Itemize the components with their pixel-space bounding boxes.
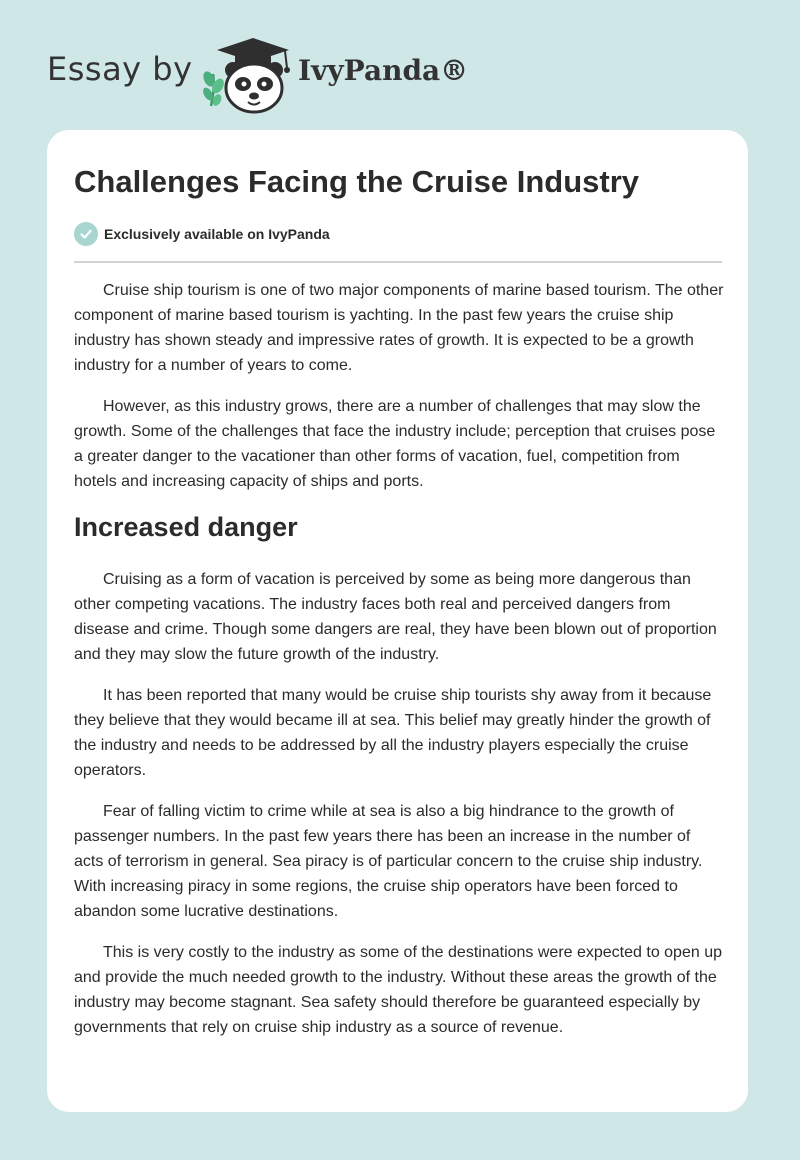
- divider: [74, 261, 722, 263]
- brand-name[interactable]: IvyPanda®: [298, 54, 469, 87]
- leaf-icon: [203, 70, 226, 107]
- badge-label: Exclusively available on IvyPanda: [104, 226, 330, 242]
- exclusive-badge: [74, 222, 330, 246]
- panda-graduate-icon: [203, 34, 295, 114]
- page-title: Challenges Facing the Cruise Industry: [74, 164, 640, 199]
- paragraph: Cruise ship tourism is one of two major components of marine based tourism. The other component of marine based tourism is yachting. In the past few years the cruise ship industry has shown steady and impressive rates of growth. It is expected to be a growth industry for a number of years to come.: [74, 282, 724, 374]
- site-header: [47, 28, 747, 118]
- paragraph: It has been reported that many would be cruise ship tourists shy away from it because they believe that they would became ill at sea. This belief may greatly hinder the growth of the industry and needs to be addressed by all the industry players especially the cruise operators.: [74, 687, 712, 779]
- paragraph: This is very costly to the industry as some of the destinations were expected to open up and provide the much needed growth to the industry. Without these areas the growth of the industry may become stagnant. Sea safety should therefore be guaranteed especially by governments that rely on cruise ship industry as a source of revenue.: [74, 944, 722, 1036]
- essay-by-label: Essay by: [47, 50, 193, 88]
- paragraph: Fear of falling victim to crime while at sea is also a big hindrance to the growth of passenger numbers. In the past few years there has been an increase in the number of acts of terrorism in general. Sea piracy is of particular concern to the cruise ship industry. With increasing piracy in some regions, the cruise ship operators have been forced to abandon some lucrative destinations.: [74, 803, 703, 920]
- paragraph: However, as this industry grows, there are a number of challenges that may slow the growth. Some of the challenges that face the industry include; perception that cruises pose a greater danger to the vacationer than other forms of vacation, fuel, competition from hotels and increasing capacity of ships and ports.: [74, 398, 716, 490]
- section-heading: Increased danger: [74, 512, 298, 542]
- ivypanda-logo[interactable]: [203, 34, 295, 114]
- check-icon: [74, 222, 98, 246]
- essay-body: [74, 278, 724, 1056]
- essay-card: [47, 130, 748, 1112]
- paragraph: Cruising as a form of vacation is perceived by some as being more dangerous than other competing vacations. The industry faces both real and perceived dangers from disease and crime. Though some dangers are real, they have been blown out of proportion and they may slow the future growth of the industry.: [74, 571, 717, 663]
